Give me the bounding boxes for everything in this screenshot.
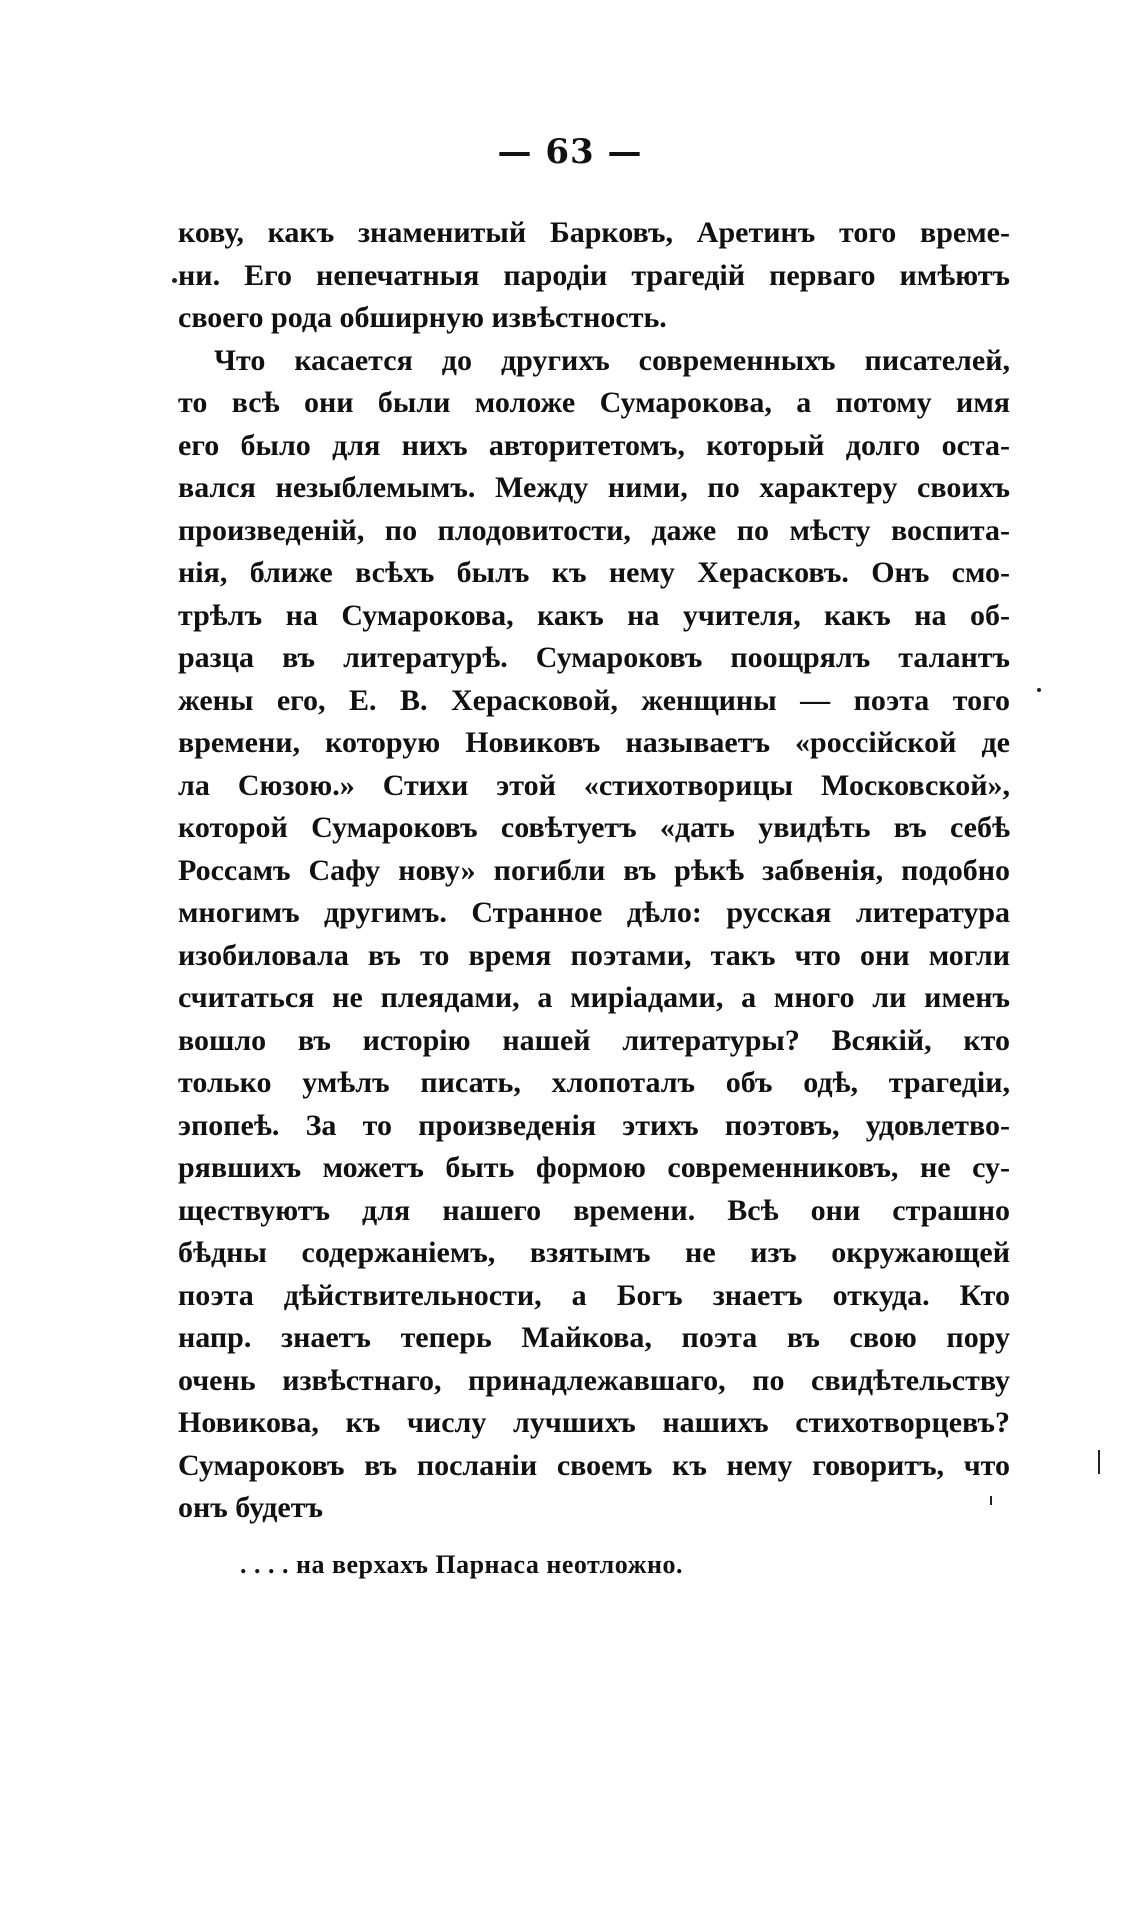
text-line: жены его, Е. В. Херасковой, женщины — поэта того bbox=[178, 683, 1010, 717]
text-line: то всѣ они были моложе Сумарокова, а потому имя bbox=[178, 386, 1010, 419]
verse-quote: . . . . на верхахъ Парнаса неотложно. bbox=[240, 1550, 683, 1579]
text-line: рявшихъ можетъ быть формою современниковъ, не су- bbox=[178, 1151, 1010, 1184]
text-line: напр. знаетъ теперь Майкова, поэта въ свою пору bbox=[178, 1321, 1010, 1354]
text-line: ла Сюзою.» Стихи этой «стихотворицы Московской», bbox=[178, 768, 1010, 802]
text-line: ни. Его непечатныя пародіи трагедій перваго имѣютъ bbox=[178, 258, 1010, 292]
text-line: очень извѣстнаго, принадлежавшаго, по свидѣтельству bbox=[178, 1363, 1010, 1397]
text-line: разца въ литературѣ. Сумароковъ поощрялъ талантъ bbox=[178, 641, 1010, 674]
text-line: считаться не плеядами, а миріадами, а много ли именъ bbox=[178, 981, 1010, 1014]
print-speck bbox=[1037, 688, 1041, 692]
text-line: только умѣлъ писать, хлопоталъ объ одѣ, трагедіи, bbox=[178, 1066, 1010, 1099]
text-line: нія, ближе всѣхъ былъ къ нему Херасковъ. Онъ смо- bbox=[178, 556, 1010, 589]
text-line: поэта дѣйствительности, а Богъ знаетъ откуда. Кто bbox=[178, 1278, 1010, 1312]
print-speck bbox=[990, 1496, 992, 1505]
text-line: Сумароковъ въ посланіи своемъ къ нему говоритъ, что bbox=[178, 1448, 1010, 1482]
text-line: онъ будетъ bbox=[178, 1491, 323, 1524]
text-line: кову, какъ знаменитый Барковъ, Аретинъ того време- bbox=[178, 216, 1010, 249]
text-line: бѣдны содержаніемъ, взятымъ не изъ окружающей bbox=[178, 1236, 1010, 1269]
page-number: — 63 — bbox=[497, 132, 643, 172]
text-line: Что касается до другихъ современныхъ писателей, bbox=[214, 343, 1010, 377]
text-line: его было для нихъ авторитетомъ, который долго оста- bbox=[178, 428, 1010, 462]
body-text bbox=[178, 212, 1010, 1530]
text-line: произведеній, по плодовитости, даже по мѣсту воспита- bbox=[178, 513, 1010, 547]
text-line: вошло въ исторію нашей литературы? Всякій, кто bbox=[178, 1023, 1010, 1057]
text-line: изобиловала въ то время поэтами, такъ что они могли bbox=[178, 938, 1010, 972]
text-line: времени, которую Новиковъ называетъ «россійской де bbox=[178, 726, 1010, 759]
text-line: которой Сумароковъ совѣтуетъ «дать увидѣть въ себѣ bbox=[178, 811, 1010, 844]
text-line: многимъ другимъ. Странное дѣло: русская литература bbox=[178, 896, 1010, 929]
text-line: ществуютъ для нашего времени. Всѣ они страшно bbox=[178, 1193, 1010, 1227]
print-speck bbox=[172, 278, 177, 283]
text-line: своего рода обширную извѣстность. bbox=[178, 301, 667, 334]
text-line: Новикова, къ числу лучшихъ нашихъ стихотворцевъ? bbox=[178, 1406, 1010, 1439]
text-line: трѣлъ на Сумарокова, какъ на учителя, какъ на об- bbox=[178, 598, 1010, 632]
text-line: эпопеѣ. За то произведенія этихъ поэтовъ, удовлетво- bbox=[178, 1108, 1010, 1142]
text-line: вался незыблемымъ. Между ними, по характеру своихъ bbox=[178, 471, 1010, 504]
margin-mark bbox=[1098, 1450, 1100, 1474]
text-line: Россамъ Сафу нову» погибли въ рѣкѣ забвенія, подобно bbox=[178, 853, 1010, 887]
